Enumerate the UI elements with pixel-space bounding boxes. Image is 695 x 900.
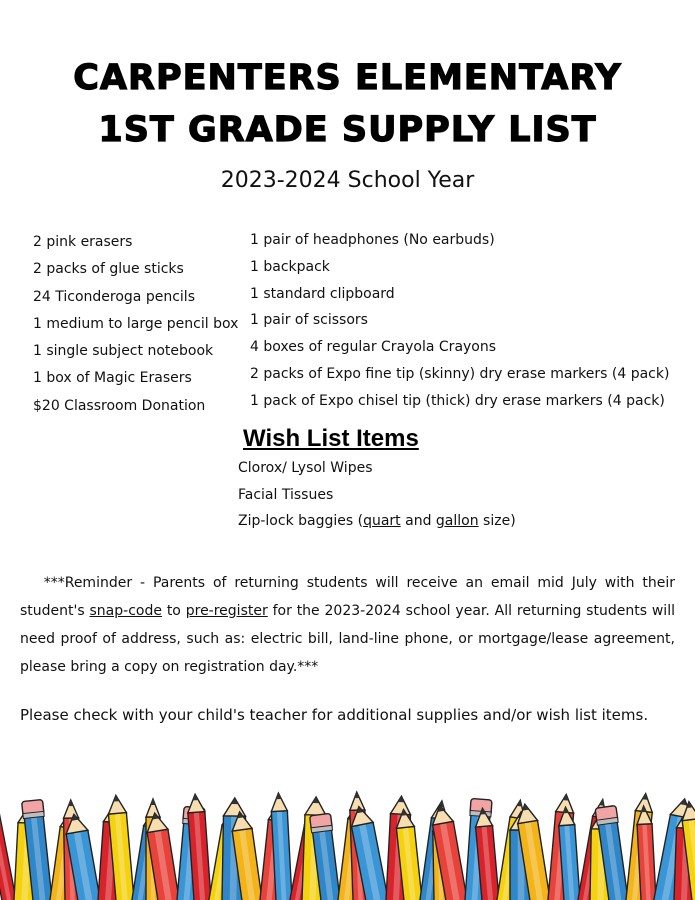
supply-item: 2 packs of glue sticks <box>33 261 184 278</box>
pre-register-text: pre-register <box>185 603 268 619</box>
footer-note: Please check with your child's teacher for additional supplies and/or wish list items. <box>20 706 649 724</box>
wish-item-text: Zip-lock baggies ( <box>238 513 364 529</box>
supply-item: 24 Ticonderoga pencils <box>33 288 195 305</box>
supply-item: $20 Classroom Donation <box>33 397 206 414</box>
supply-item: 1 standard clipboard <box>250 285 395 302</box>
wish-item <box>238 511 516 538</box>
supply-item: 4 boxes of regular Crayola Crayons <box>250 339 497 356</box>
quart-text: quart <box>363 513 401 529</box>
reminder-text: ***Reminder - Parents of returning students will receive an email mid July with their student's <box>20 575 675 619</box>
supply-item: 1 pair of scissors <box>250 312 368 329</box>
supply-item: 1 medium to large pencil box <box>33 315 239 332</box>
title-line-1: CARPENTERS ELEMENTARY <box>73 58 622 98</box>
supply-list-left <box>33 232 238 423</box>
wish-list <box>238 458 516 538</box>
wish-item-text: size) <box>478 513 516 529</box>
reminder-paragraph <box>20 569 675 681</box>
pencil-border-illustration <box>0 780 695 900</box>
reminder-text: to <box>161 603 186 619</box>
wish-item: Clorox/ Lysol Wipes <box>238 460 373 476</box>
school-year: 2023-2024 School Year <box>220 168 475 193</box>
supply-list-right <box>250 230 669 418</box>
snap-code-text: snap-code <box>89 603 162 619</box>
wish-list-heading: Wish List Items <box>243 425 419 452</box>
supply-item: 1 single subject notebook <box>33 343 214 360</box>
wish-item-text: and <box>400 513 436 529</box>
supply-item: 2 pink erasers <box>33 234 133 250</box>
supply-item: 1 backpack <box>250 258 330 275</box>
title-line-2: 1ST GRADE SUPPLY LIST <box>98 110 597 150</box>
supply-item: 1 pack of Expo chisel tip (thick) dry erase markers (4 pack) <box>250 392 665 409</box>
supply-item: 1 box of Magic Erasers <box>33 370 192 387</box>
supply-item: 1 pair of headphones (No earbuds) <box>250 232 495 248</box>
reminder-text: for the 2023-2024 school year. All returning students will need proof of address, such as: electric bill, land-line phone, or mortgage/lease agreement, please bring a copy on registration day.*** <box>20 603 675 675</box>
gallon-text: gallon <box>435 513 479 529</box>
wish-item: Facial Tissues <box>238 486 334 503</box>
supply-item: 2 packs of Expo fine tip (skinny) dry erase markers (4 pack) <box>250 365 670 382</box>
